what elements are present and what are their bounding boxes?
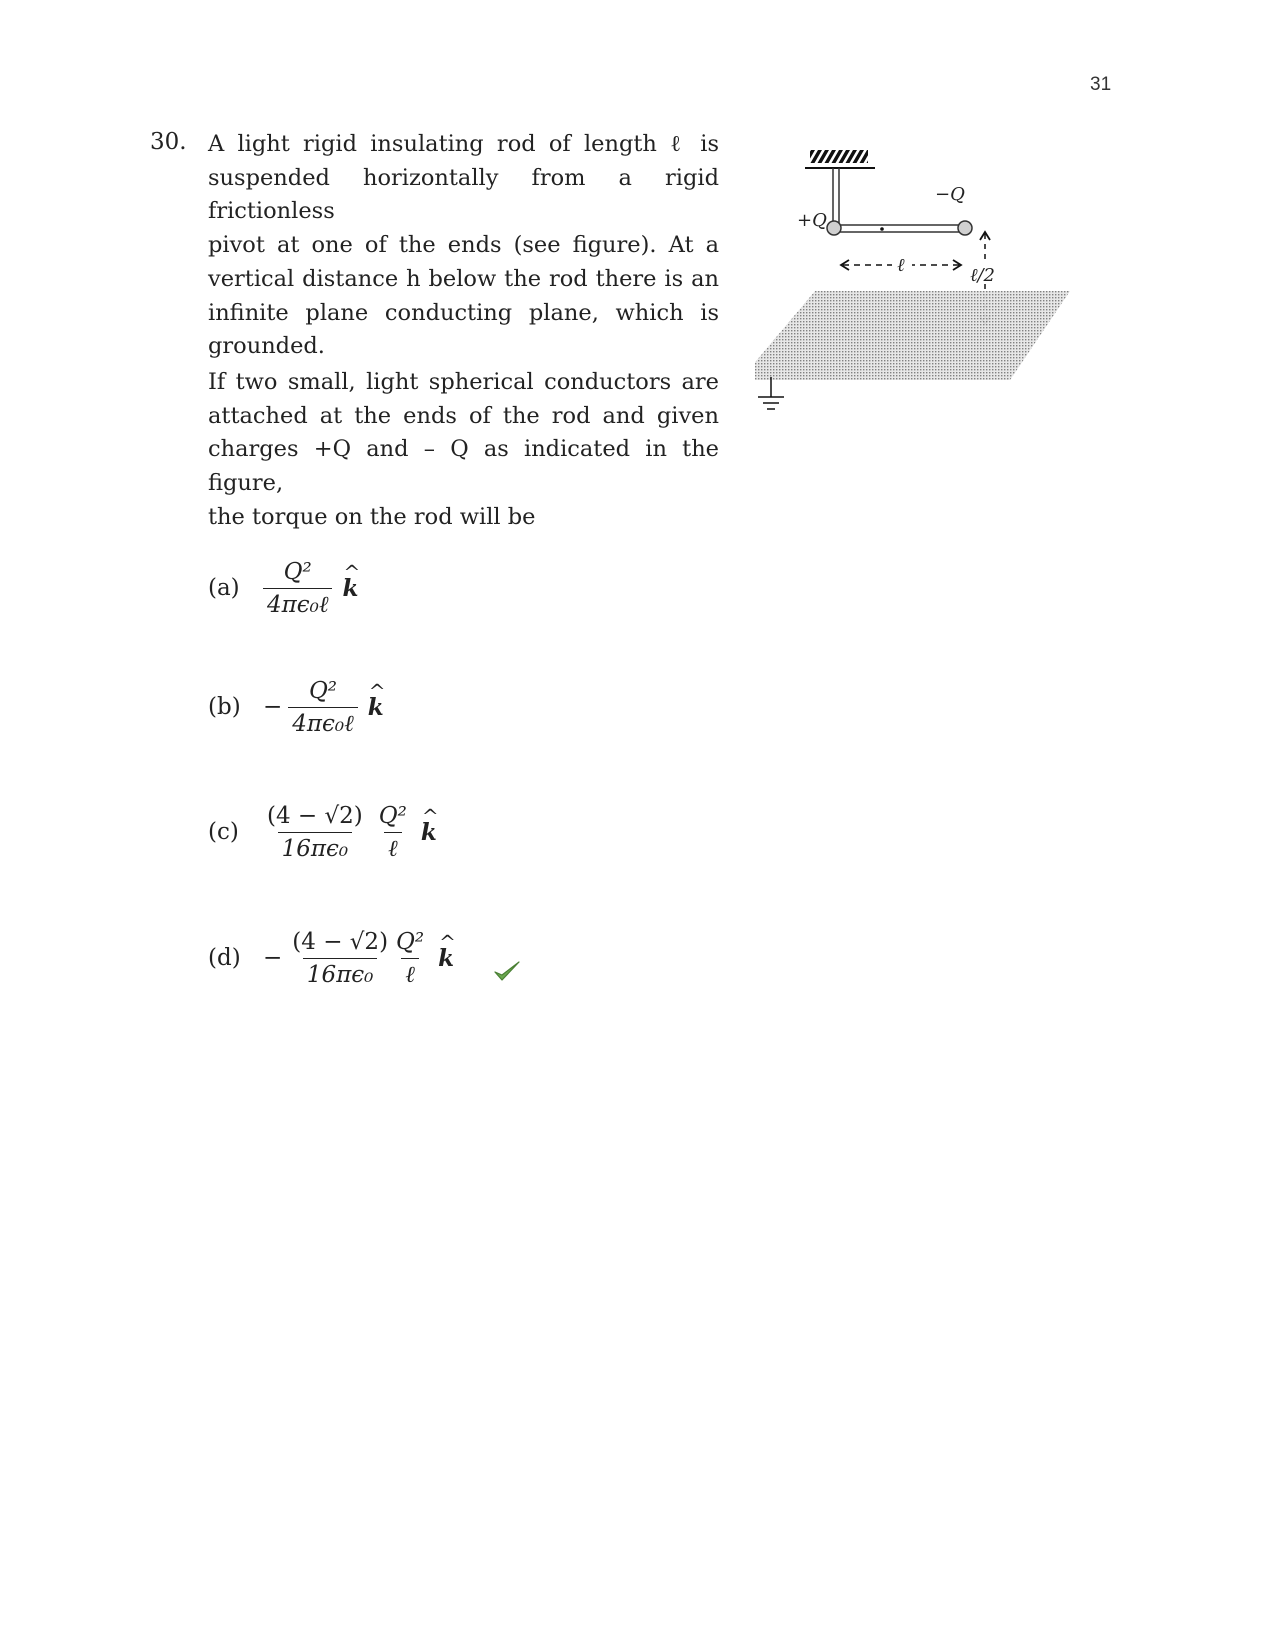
- text-line: pivot at one of the ends (see figure). At a: [208, 232, 719, 259]
- text-line: suspended horizontally from a rigid frictionless: [208, 164, 719, 225]
- conducting-plane: [755, 291, 1070, 380]
- minus-sign: −: [263, 694, 283, 720]
- label-length: ℓ: [897, 255, 905, 276]
- option-label: (c): [208, 819, 239, 845]
- numerator: Q²: [396, 928, 425, 955]
- denominator: 4πϵ₀ℓ: [288, 707, 357, 737]
- question-paragraph-1: [208, 128, 719, 364]
- ceiling-hatch: [810, 150, 868, 163]
- text-line: A light rigid insulating rod of length ℓ is: [208, 131, 719, 157]
- question-number: 30.: [150, 129, 187, 155]
- fraction: [263, 559, 332, 618]
- sphere-plus: [827, 221, 841, 235]
- numerator: (4 − √2): [292, 928, 389, 955]
- question-paragraph-2: [208, 366, 719, 535]
- denominator: ℓ: [401, 958, 419, 988]
- numerator: Q²: [378, 802, 407, 829]
- unit-vector: ^ k: [438, 945, 454, 972]
- denominator: 16πϵ₀: [303, 958, 377, 988]
- unit-vector: ^ k: [368, 694, 384, 721]
- text-line: attached at the ends of the rod and given: [208, 402, 719, 429]
- label-plus-q: +Q: [797, 210, 827, 231]
- numerator: Q²: [308, 677, 338, 704]
- option-c[interactable]: [208, 792, 437, 872]
- text-line: grounded.: [208, 333, 325, 360]
- text-line: vertical distance h below the rod there is an: [208, 265, 719, 292]
- page-number: 31: [1090, 74, 1112, 95]
- unit-vector: ^ k: [342, 575, 358, 602]
- denominator: 4πϵ₀ℓ: [263, 588, 332, 618]
- fraction: [263, 803, 367, 862]
- option-a[interactable]: [208, 548, 358, 628]
- option-label: (a): [208, 575, 240, 601]
- sphere-minus: [958, 221, 972, 235]
- text-line: infinite plane conducting plane, which is: [208, 299, 719, 326]
- option-label: (b): [208, 694, 241, 720]
- text-line: If two small, light spherical conductors are: [208, 369, 719, 395]
- option-d[interactable]: [208, 918, 454, 998]
- rod-figure: [755, 150, 1115, 440]
- numerator: (4 − √2): [267, 802, 363, 829]
- minus-sign: −: [263, 945, 283, 971]
- fraction: [288, 929, 392, 988]
- option-label: (d): [208, 945, 241, 971]
- correct-check-icon: [493, 960, 521, 984]
- option-b[interactable]: [208, 667, 384, 747]
- fraction: [288, 678, 357, 737]
- label-minus-q: −Q: [935, 184, 965, 205]
- rod-center-dot: [880, 227, 884, 231]
- denominator: 16πϵ₀: [278, 832, 352, 862]
- text-line: the torque on the rod will be: [208, 503, 536, 530]
- unit-vector: ^ k: [421, 819, 437, 846]
- numerator: Q²: [283, 558, 312, 585]
- denominator: ℓ: [384, 832, 402, 862]
- fraction: [392, 929, 428, 988]
- text-line: charges +Q and – Q as indicated in the figure,: [208, 436, 719, 497]
- label-half-length: ℓ/2: [970, 265, 996, 286]
- fraction: [375, 803, 411, 862]
